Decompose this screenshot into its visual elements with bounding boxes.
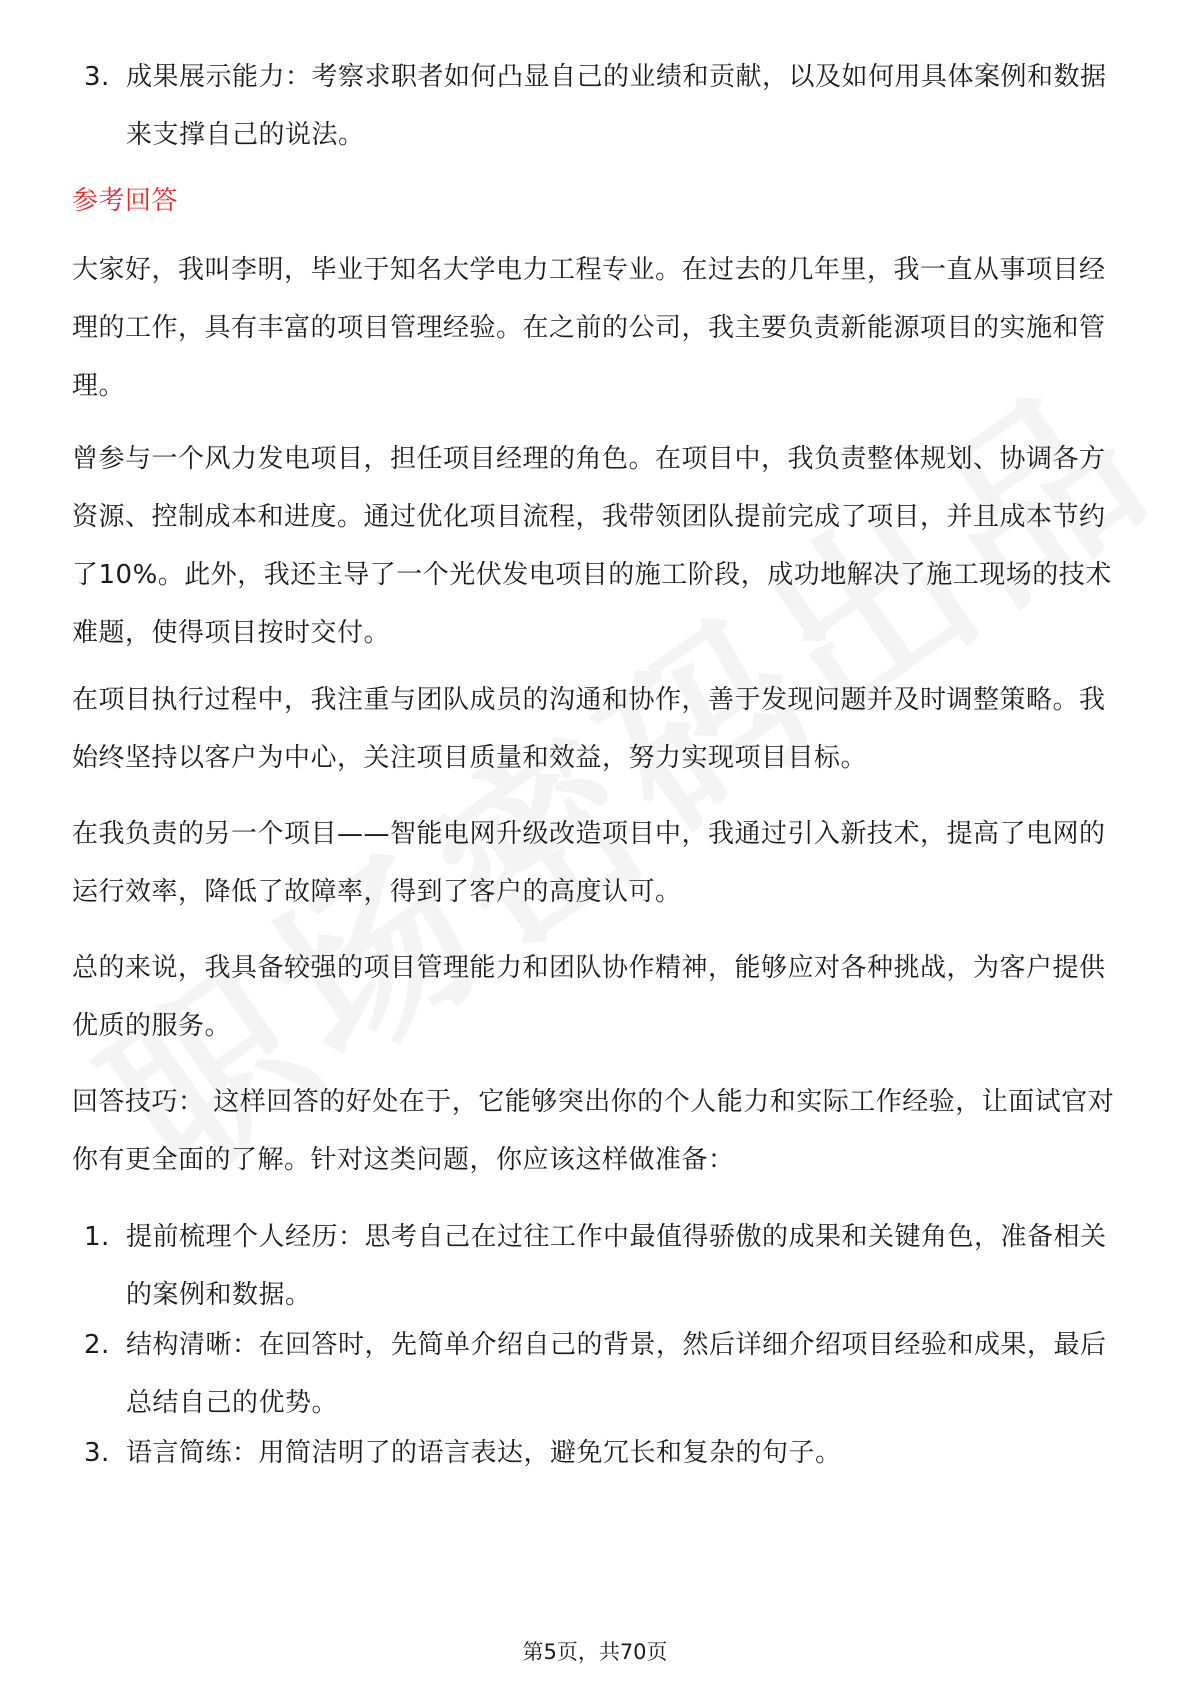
list-text: 结构清晰：在回答时，先简单介绍自己的背景，然后详细介绍项目经验和成果，最后总结自己的优势。: [126, 1330, 1107, 1418]
list-number: 3.: [84, 62, 110, 92]
list-text: 提前梳理个人经历：思考自己在过往工作中最值得骄傲的成果和关键角色，准备相关的案例和数据。: [126, 1222, 1107, 1310]
list-item: [84, 48, 1124, 164]
paragraph-smart-grid: 在我负责的另一个项目——智能电网升级改造项目中，我通过引入新技术，提高了电网的运行效率，降低了故障率，得到了客户的高度认可。: [72, 819, 1106, 907]
list-item: [84, 1208, 1124, 1324]
paragraph-summary: 总的来说，我具备较强的项目管理能力和团队协作精神，能够应对各种挑战，为客户提供优质的服务。: [72, 953, 1106, 1041]
list-number: 1.: [84, 1222, 110, 1252]
section-heading: 参考回答: [72, 186, 179, 216]
page-number-footer: 第5页，共70页: [522, 1640, 668, 1664]
paragraph-execution: 在项目执行过程中，我注重与团队成员的沟通和协作，善于发现问题并及时调整策略。我始终坚持以客户为中心，关注项目质量和效益，努力实现项目目标。: [72, 685, 1106, 773]
list-item: [84, 1424, 1124, 1482]
list-item: [84, 1316, 1124, 1432]
paragraph-wind-project: 曾参与一个风力发电项目，担任项目经理的角色。在项目中，我负责整体规划、协调各方资源、控制成本和进度。通过优化项目流程，我带领团队提前完成了项目，并且成本节约了10%。此外，我还主导了一个光伏发电项目的施工阶段，成功地解决了施工现场的技术难题，使得项目按时交付。: [72, 444, 1112, 648]
list-text: 成果展示能力：考察求职者如何凸显自己的业绩和贡献，以及如何用具体案例和数据来支撑自己的说法。: [126, 62, 1107, 150]
paragraph-tips-intro: 回答技巧： 这样回答的好处在于，它能够突出你的个人能力和实际工作经验，让面试官对你有更全面的了解。针对这类问题，你应该这样做准备：: [72, 1087, 1115, 1175]
list-number: 3.: [84, 1438, 110, 1468]
list-number: 2.: [84, 1330, 110, 1360]
paragraph-intro: 大家好，我叫李明，毕业于知名大学电力工程专业。在过去的几年里，我一直从事项目经理的工作，具有丰富的项目管理经验。在之前的公司，我主要负责新能源项目的实施和管理。: [72, 255, 1106, 401]
list-text: 语言简练：用简洁明了的语言表达，避免冗长和复杂的句子。: [126, 1438, 842, 1468]
